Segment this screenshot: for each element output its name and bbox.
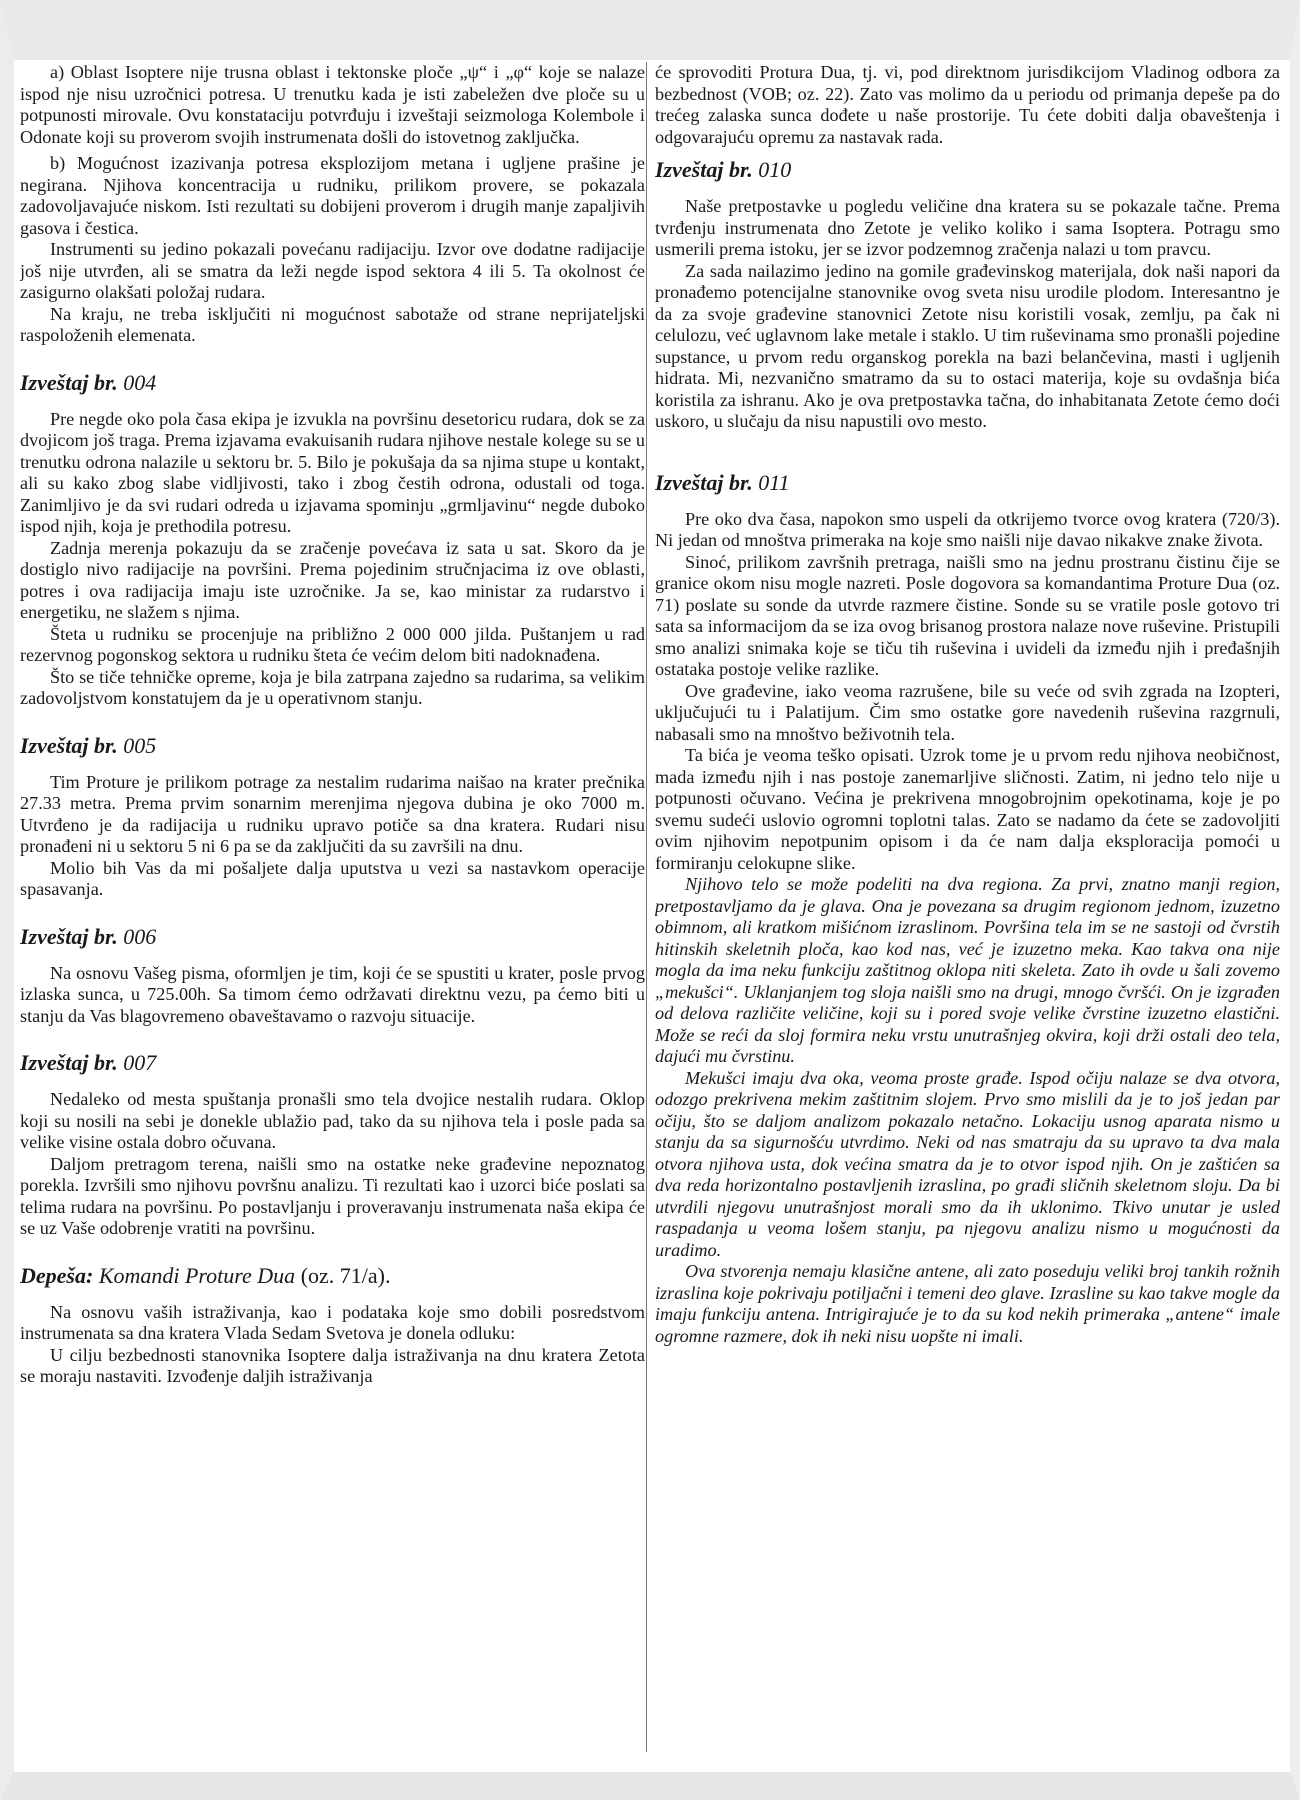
heading-lead: Izveštaj br. bbox=[20, 1050, 118, 1075]
paragraph: Pre negde oko pola časa ekipa je izvukla na površinu desetoricu rudara, dok se za dvojicom još traga. Prema izjavama evakuisanih rudara njihove nestale kolege su se u trenutku odrona nalazile u sektoru br. 5. Bilo je pokušaja da sa njima stupe u kontakt, ali su kako zbog slabe vidljivosti, tako i zbog čestih odrona, odustali od toga. Zanimljivo je da svi rudari odreda u izjavama spominju „grmljavinu“ negde duboko ispod njih, koja je prethodila potresu. bbox=[20, 408, 645, 536]
dispatch-heading bbox=[20, 1264, 645, 1288]
paragraph-italic: Mekušci imaju dva oka, veoma proste građe. Ispod očiju nalaze se dva otvora, odozgo prekrivena mekim zaštitnim slojem. Prvo smo mislili da je to još jedan par očiju, što se daljom analizom pokazalo netačno. Lokaciju usnog aparata nismo u stanju da sa sigurnošću utvrdimo. Neki od nas smatraju da su upravo ta dva mala otvora njihova usta, dok većina smatra da je to otvor ispod njih. On je zaštićen sa dva reda horizontalno postavljenih izraslina, po građi sličnih skeletnom sloju. Da bi utvrdili njegovu unutrašnjost morali smo da ih uklonimo. Tkivo unutar je usled raspadanja u veoma lošem stanju, pa njegovu analizu nismo u mogućnosti da uradimo. bbox=[655, 1067, 1280, 1260]
report-heading-011 bbox=[655, 471, 1280, 495]
paragraph: Ta bića je veoma teško opisati. Uzrok tome je u prvom redu njihova neobičnost, mada između njih i nas postoje zanemarljive sličnosti. Zatim, ni jedno telo nije u potpunosti očuvano. Većina je prekrivena mnogobrojnim opekotinama, koje je po svemu sudeći uslovio ogromni toplotni talas. Zato se nadamo da ćete se zadovoljiti ovim njihovim nepotpunim opisom i da će nam dalja eksploracija pomoći u formiranju celokupne slike. bbox=[655, 745, 1280, 873]
paragraph: će sprovoditi Protura Dua, tj. vi, pod direktnom jurisdikcijom Vladinog odbora za bezbednost (VOB; oz. 22). Zato vas molimo da u periodu od primanja depeše pa do trećeg zalaska sunca dođete u naše prostorije. Tu ćete dobiti dalja obaveštenja i odgovarajuću opremu za nastavak rada. bbox=[655, 62, 1280, 147]
paragraph: Na osnovu vaših istraživanja, kao i podataka koje smo dobili posredstvom instrumenata sa dna kratera Vlada Sedam Svetova je donela odluku: bbox=[20, 1301, 645, 1343]
heading-reference: (oz. 71/a). bbox=[300, 1262, 391, 1288]
heading-number: 005 bbox=[123, 732, 157, 758]
paragraph: Nedaleko od mesta spuštanja pronašli smo tela dvojice nestalih rudara. Oklop koji su nosili na sebi je donekle ublažio pad, tako da su njihova tela i posle pada sa velike visine ostala dobro očuvana. bbox=[20, 1089, 645, 1152]
right-column bbox=[655, 62, 1280, 1762]
paragraph: Na kraju, ne treba isključiti ni mogućnost sabotaže od strane neprijateljski raspoloženih elemenata. bbox=[20, 303, 645, 345]
paragraph-italic: Njihovo telo se može podeliti na dva regiona. Za prvi, znatno manji region, pretpostavljamo da je glava. Ona je povezana sa drugim regionom jednom, izuzetno obimnom, ali kratkom mišićnom izraslinom. Površina tela im se ne sastoji od čvrstih hitinskih skeletnih ploča, kao kod nas, već je izuzetno meka. Kao takva ona nije mogla da ima neku funkciju zaštitnog oklopa niti skeleta. Zato ih ovde u šali zovemo „mekušci“. Uklanjanjem tog sloja naišli smo na drugi, mnogo čvršći. On je izgrađen od delova različite veličine, koji su i pored svoje velike čvrstine izuzetno elastični. Može se reći da sloj formira neku vrstu unutrašnjeg okvira, koji drži ostali deo tela, dajući mu čvrstinu. bbox=[655, 874, 1280, 1066]
paragraph: Što se tiče tehničke opreme, koja je bila zatrpana zajedno sa rudarima, sa velikim zadovoljstvom konstatujem da je u operativnom stanju. bbox=[20, 666, 645, 708]
paragraph: Zadnja merenja pokazuju da se zračenje povećava iz sata u sat. Skoro da je dostiglo nivo radijacije na površini. Prema pojedinim stručnjacima iz ove oblasti, potres i ova radijacija imaju iste uzročnike. Ja se, kao ministar za rudarstvo i energetiku, ne slažem s njima. bbox=[20, 537, 645, 622]
heading-number: 011 bbox=[758, 469, 790, 495]
heading-number: 006 bbox=[123, 923, 157, 949]
report-heading-006 bbox=[20, 925, 645, 949]
heading-lead: Izveštaj br. bbox=[20, 732, 118, 758]
paragraph: Molio bih Vas da mi pošaljete dalja uputstva u vezi sa nastavkom operacije spasavanja. bbox=[20, 857, 645, 899]
paragraph: Instrumenti su jedino pokazali povećanu radijaciju. Izvor ove dodatne radijacije još nije utvrđen, ali se smatra da leži negde ispod sektora 4 ili 5. Ta okolnost će zasigurno olakšati položaj rudara. bbox=[20, 239, 645, 302]
report-heading-005 bbox=[20, 734, 645, 758]
heading-number: 004 bbox=[123, 369, 157, 395]
heading-lead: Izveštaj br. bbox=[655, 157, 753, 182]
heading-lead: Izveštaj br. bbox=[20, 923, 118, 949]
heading-lead: Izveštaj br. bbox=[20, 369, 118, 395]
paragraph: Šteta u rudniku se procenjuje na približno 2 000 000 jilda. Puštanjem u rad rezervnog pogonskog sektora u rudniku šteta će većim delom biti nadoknađena. bbox=[20, 623, 645, 665]
heading-lead: Depeša: bbox=[20, 1262, 94, 1288]
heading-number: 010 bbox=[758, 157, 792, 182]
report-heading-004 bbox=[20, 371, 645, 395]
paragraph: Ove građevine, iako veoma razrušene, bile su veće od svih zgrada na Izopteri, uključujući tu i Palatijum. Čim smo ostatke gore navedenih ruševina razgrnuli, nabasali smo na mnoštvo beživotnih tela. bbox=[655, 680, 1280, 744]
left-column bbox=[20, 62, 645, 1762]
heading-number: 007 bbox=[123, 1050, 157, 1075]
heading-lead: Izveštaj br. bbox=[655, 469, 753, 495]
paragraph: Na osnovu Vašeg pisma, oformljen je tim, koji će se spustiti u krater, posle prvog izlaska sunca, u 725.00h. Sa timom ćemo održavati direktnu vezu, pa ćemo biti u stanju da Vas blagovremeno obaveštavamo o razvoju situacije. bbox=[20, 962, 645, 1026]
paragraph: Za sada nailazimo jedino na gomile građevinskog materijala, dok naši napori da pronađemo potencijalne stanovnike ovog sveta nisu urodile plodom. Interesantno je da za svoje građevine stanovnici Zetote nisu koristili vosak, zemlju, pa čak ni celulozu, već uglavnom lake metale i staklo. U tim ruševinama smo pronašli pojedine supstance, u prvom redu organskog porekla na bazi belančevina, masti i ugljenih hidrata. Mi, nezvanično smatramo da su to ostaci materija, koje su ovdašnja bića koristila za ishranu. Ako je ova pretpostavka tačna, do inhabitanata Zetote ćemo doći uskoro, u slučaju da nisu napustili ovo mesto. bbox=[655, 260, 1280, 431]
report-heading-007 bbox=[20, 1051, 645, 1075]
paragraph: Tim Proture je prilikom potrage za nestalim rudarima naišao na krater prečnika 27.33 metra. Prema prvim sonarnim merenjima njegova dubina je oko 7000 m. Utvrđeno je da radijacija u rudniku upravo potiče sa dna kratera. Rudari nisu pronađeni ni u sektoru 5 ni 6 pa se da zaključiti da su završili na dnu. bbox=[20, 771, 645, 856]
paragraph: Sinoć, prilikom završnih pretraga, naišli smo na jednu prostranu čistinu čije se granice okom nisu mogle nazreti. Posle dogovora sa komandantima Proture Dua (oz. 71) poslate su sonde da utvrde razmere čistine. Sonde su se vratile posle gotovo tri sata sa informacijom da se iza ovog brisanog prostora nalaze nove ruševine. Pristupili smo analizi snimaka koje se tiču tih ruševina i uvideli da između njih i pređašnjih ostataka postoje velike razlike. bbox=[655, 551, 1280, 679]
heading-recipient: Komandi Proture Dua bbox=[98, 1262, 296, 1288]
paragraph: Daljom pretragom terena, naišli smo na ostatke neke građevine nepoznatog porekla. Izvršili smo njihovu površnu analizu. Ti rezultati kao i uzorci biće poslati sa telima rudara na površinu. Po postavljanju i proveravanju instrumenata naša ekipa će se uz Vaše odobrenje vratiti na površinu. bbox=[20, 1153, 645, 1238]
report-heading-010 bbox=[655, 158, 1280, 182]
paragraph-a: a) Oblast Isoptere nije trusna oblast i tektonske ploče „ψ“ i „φ“ koje se nalaze ispod nje nisu uzročnici potresa. U trenutku kada je isti zabeležen dve ploče su u potpunosti mirovale. Ovu konstataciju potvrđuju i izveštaji seizmologa Kolembole i Odonate koji su proverom svojih instrumenata došli do istovetnog zaključka. bbox=[20, 62, 645, 147]
article-columns bbox=[20, 62, 1280, 1762]
paragraph-italic: Ova stvorenja nemaju klasične antene, ali zato poseduju veliki broj tankih rožnih izraslina koje pokrivaju potiljačni i temeni deo glave. Izrasline su kao takve mogle da imaju funkciju antena. Intrigirajuće je to da su kod nekih primeraka „antene“ imale ogromne razmere, dok ih neki nisu uopšte ni imali. bbox=[655, 1261, 1280, 1346]
paragraph: Naše pretpostavke u pogledu veličine dna kratera su se pokazale tačne. Prema tvrđenju instrumenata dno Zetote je veliko koliko i sama Isoptera. Potragu smo usmerili prema istoku, jer se izvor podzemnog zračenja nalazi u tom pravcu. bbox=[655, 196, 1280, 259]
paragraph: Pre oko dva časa, napokon smo uspeli da otkrijemo tvorce ovog kratera (720/3). Ni jedan od mnoštva primeraka na koje smo naišli nije davao nikakve znake života. bbox=[655, 508, 1280, 550]
paragraph-b: b) Mogućnost izazivanja potresa eksplozijom metana i ugljene prašine je negirana. Njihova koncentracija u rudniku, prilikom provere, se pokazala zadovoljavajuće niskom. Isti rezultati su dobijeni proverom i drugih manje zapaljivih gasova i čestica. bbox=[20, 153, 645, 238]
paragraph: U cilju bezbednosti stanovnika Isoptere dalja istraživanja na dnu kratera Zetota se moraju nastaviti. Izvođenje daljih istraživanja bbox=[20, 1344, 645, 1386]
